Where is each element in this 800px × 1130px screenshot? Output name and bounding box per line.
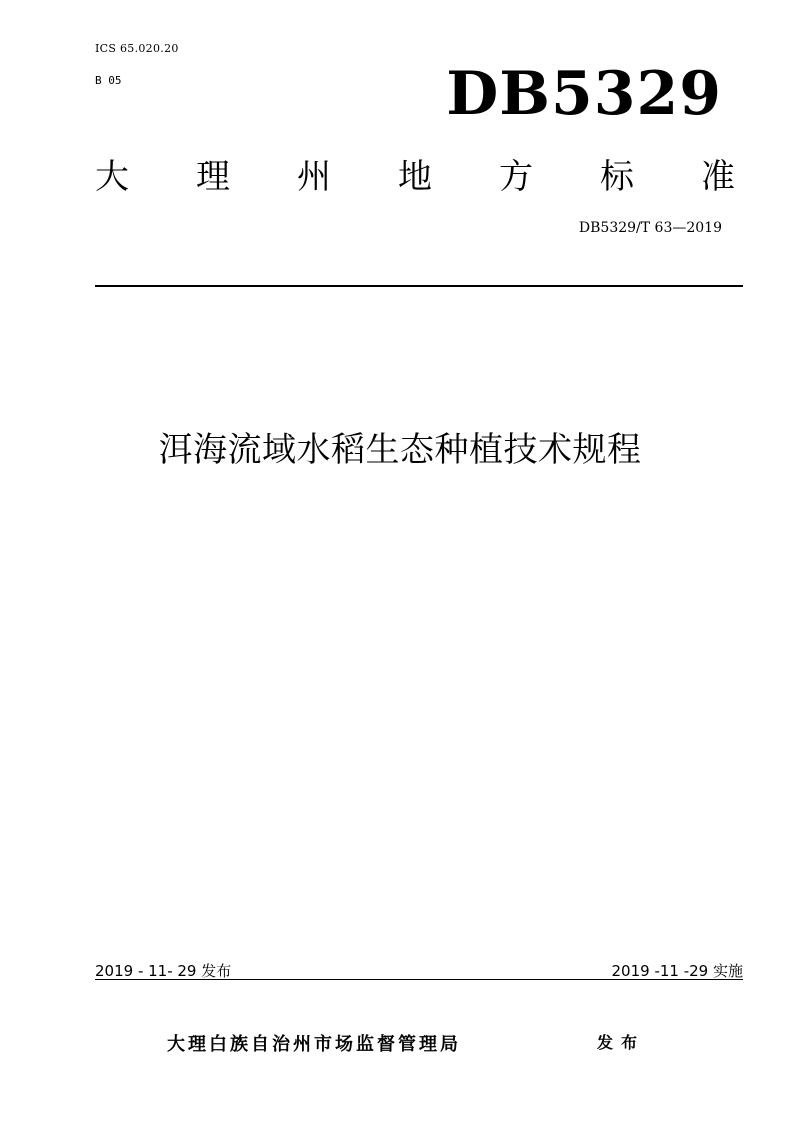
implement-date: 2019 -11 -29 实施 [611,962,743,980]
category-char: 标 [600,157,634,197]
standard-number: DB5329/T 63—2019 [578,220,722,236]
issuing-authority: 大理白族自治州市场监督管理局 [167,1034,461,1055]
footer-divider [95,979,743,980]
standard-category [95,157,735,197]
category-char: 州 [297,157,331,197]
category-char: 准 [701,157,735,197]
publish-date: 2019 - 11- 29 发布 [95,962,232,980]
category-char: 大 [95,157,129,197]
standard-code-logo: DB5329 [446,59,722,129]
header-divider [95,285,743,287]
document-title: 洱海流域水稻生态种植技术规程 [158,430,642,470]
classification-code: B 05 [95,74,122,87]
ics-code: ICS 65.020.20 [95,42,179,55]
category-char: 方 [499,157,533,197]
category-char: 地 [398,157,432,197]
issue-action: 发布 [597,1033,646,1052]
category-char: 理 [196,157,230,197]
